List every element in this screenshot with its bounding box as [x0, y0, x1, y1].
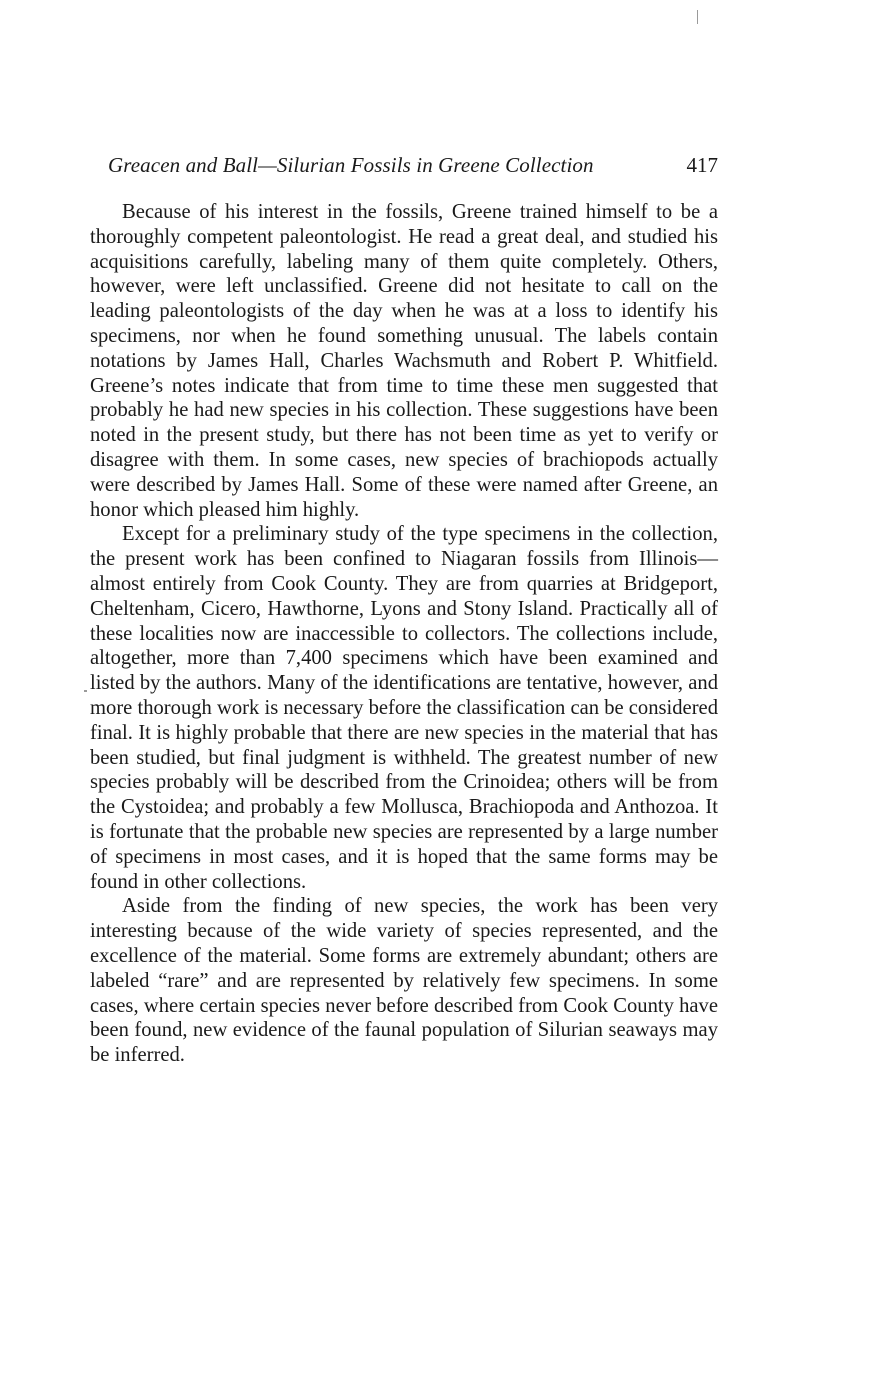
paragraph-3: Aside from the finding of new species, the work has been very interesting because of the wide variety of species represented, and the excellence of the material. Some forms are extremely abundant; others are labeled “rare” and are represented by relatively few specimens. In some cases, where certain species never before described from Cook County have been found, new evidence of the faunal population of Silurian seaways may be inferred. — [90, 895, 718, 1067]
scan-mark-top-right — [697, 10, 698, 24]
body-text — [90, 200, 718, 1068]
running-head-title: Greacen and Ball—Silurian Fossils in Greene Collection — [108, 153, 594, 177]
page-number: 417 — [686, 153, 718, 177]
paragraph-1: Because of his interest in the fossils, Greene trained himself to be a thoroughly competent paleontologist. He read a great deal, and studied his acquisitions carefully, labeling many of them quite completely. Others, however, were left unclassified. Greene did not hesitate to call on the leading paleontologists of the day when he was at a loss to identify his specimens, nor when he found something unusual. The labels contain notations by James Hall, Charles Wachsmuth and Robert P. Whitfield. Greene’s notes indicate that from time to time these men suggested that probably he had new species in his collection. These suggestions have been noted in the present study, but there has not been time as yet to verify or disagree with them. In some cases, new species of brachiopods actually were described by James Hall. Some of these were named after Greene, an honor which pleased him highly. — [90, 201, 718, 521]
paragraph-2: Except for a preliminary study of the type specimens in the collection, the present work has been confined to Niagaran fossils from Illinois—almost entirely from Cook County. They are from quarries at Bridgeport, Cheltenham, Cicero, Hawthorne, Lyons and Stony Island. Practically all of these localities now are inaccessible to collectors. The collections include, altogether, more than 7,400 specimens which have been examined and listed by the authors. Many of the identifications are tentative, however, and more thorough work is necessary before the classification can be considered final. It is highly probable that there are new species in the material that has been studied, but final judgment is withheld. The greatest number of new species probably will be described from the Crinoidea; others will be from the Cystoidea; and probably a few Mollusca, Brachiopoda and Anthozoa. It is fortunate that the probable new species are represented by a large number of specimens in most cases, and it is hoped that the same forms may be found in other collections. — [90, 523, 718, 893]
running-head — [108, 150, 718, 180]
scan-mark-left-margin — [84, 690, 87, 692]
book-page — [90, 150, 718, 1068]
